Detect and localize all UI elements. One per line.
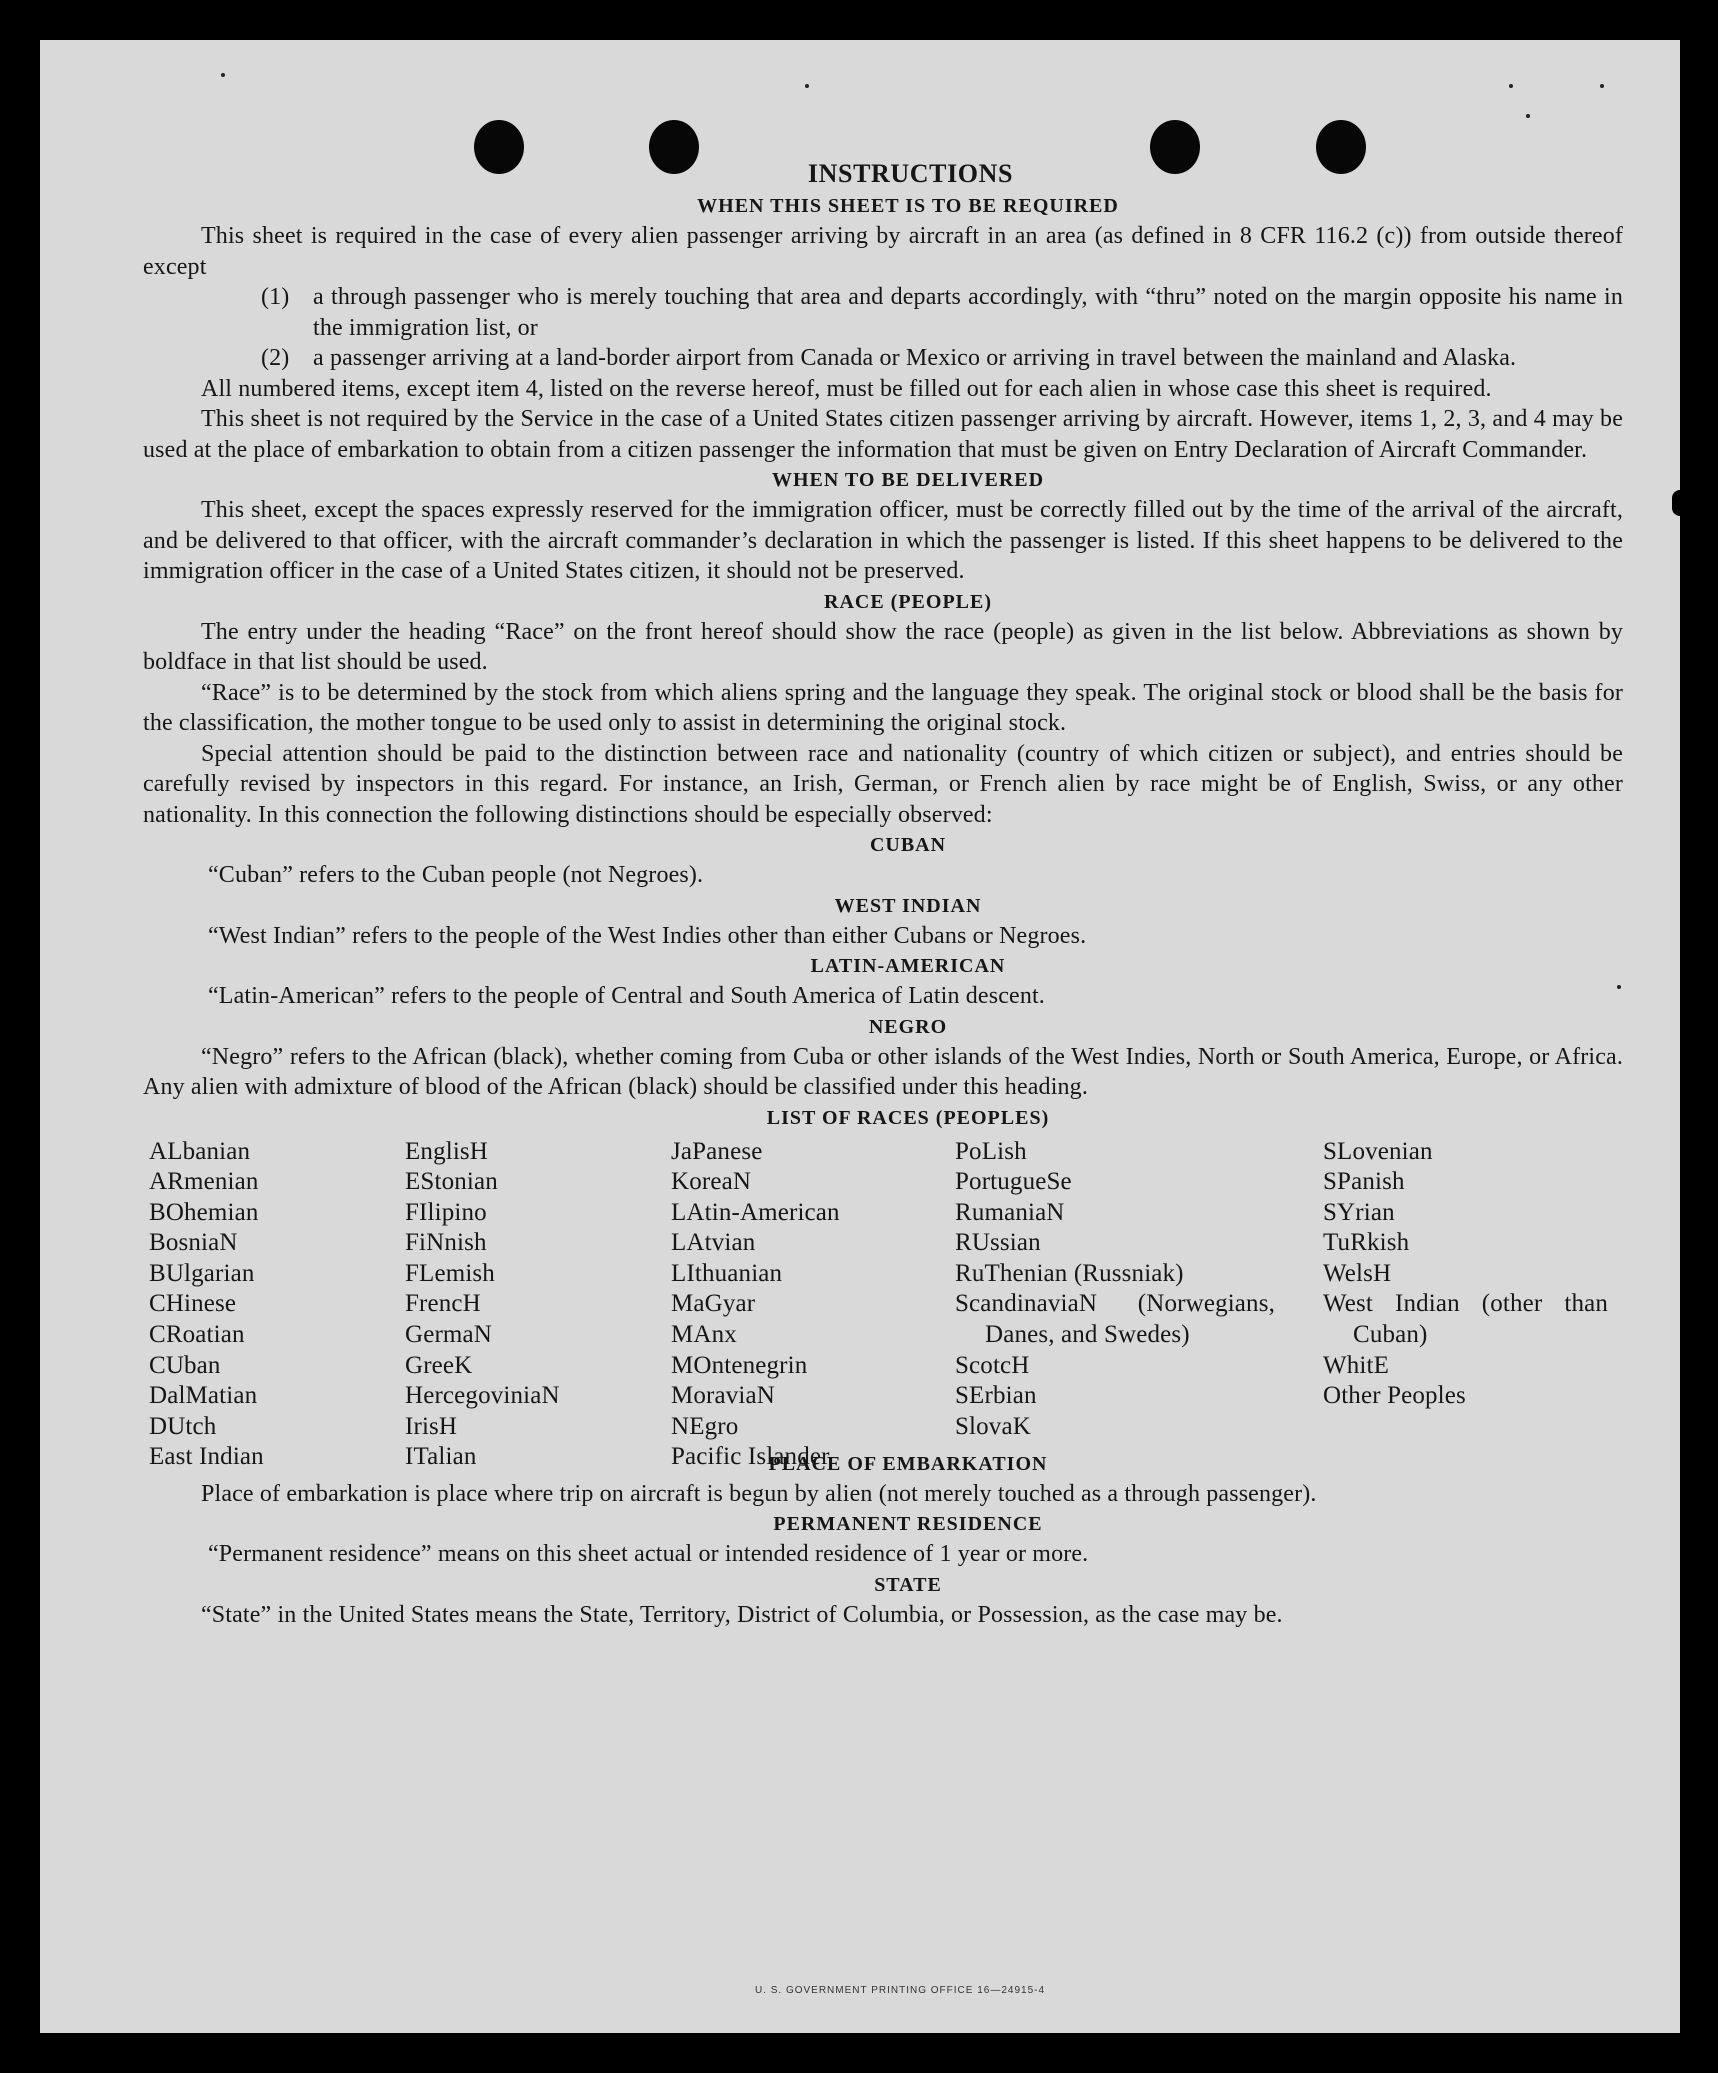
document-sheet xyxy=(40,40,1680,2033)
race-entry: Other Peoples xyxy=(1323,1382,1466,1410)
embarkation-text: Place of embarkation is place where trip on aircraft is begun by alien (not merely touched as a through passenger). xyxy=(201,1480,1317,1507)
west-indian-text: “West Indian” refers to the people of the West Indies other than either Cubans or Negroes. xyxy=(208,922,1087,949)
race-entry: KoreaN xyxy=(671,1168,752,1196)
edge-mark xyxy=(1672,490,1680,516)
race-entry: CHinese xyxy=(149,1290,237,1318)
race-entry: WelsH xyxy=(1323,1259,1392,1287)
race-entry: ScandinaviaN (Norwegians, Danes, and Swedes) xyxy=(955,1290,1275,1349)
section-heading-latin-american: LATIN-AMERICAN xyxy=(810,955,1006,977)
race-entry: ScotcH xyxy=(955,1351,1030,1379)
section-heading-negro: NEGRO xyxy=(868,1015,948,1038)
delivered-paragraph: This sheet, except the spaces expressly reserved for the immigration officer, must be correctly filled out by the time of the arrival of the aircraft, and be delivered to that officer, with the aircraft commander’s declaration in which the passenger is listed. If this sheet happens to be delivered to the immigration officer in the case of a United States citizen, it should not be preserved. xyxy=(143,497,1623,584)
page-title: INSTRUCTIONS xyxy=(807,159,1014,188)
speck xyxy=(1509,84,1513,88)
race-entry: FIlipino xyxy=(405,1198,487,1226)
race-column-5 xyxy=(1323,1137,1613,1412)
race-entry: SYrian xyxy=(1323,1198,1395,1226)
race-entry: PortugueSe xyxy=(955,1168,1072,1196)
race-entry: Pacific Islander xyxy=(671,1443,830,1471)
race-column-2 xyxy=(405,1137,655,1474)
required-paragraph-3: This sheet is not required by the Service in the case of a United States citizen passenger arriving by aircraft. However, items 1, 2, 3, and 4 may be used at the place of embarkation to obtain from a citizen passenger the information that must be given on Entry Declaration of Aircraft Commander. xyxy=(143,406,1623,463)
race-entry: RUssian xyxy=(955,1229,1041,1257)
required-paragraph-2: All numbered items, except item 4, listed on the reverse hereof, must be filled out for each alien in whose case this sheet is required. xyxy=(201,375,1492,402)
required-paragraph-1: This sheet is required in the case of every alien passenger arriving by aircraft in an area (as defined in 8 CFR 116.2 (c)) from outside thereof except xyxy=(143,223,1623,280)
section-heading-race: RACE (PEOPLE) xyxy=(824,590,992,613)
race-entry: HercegoviniaN xyxy=(405,1382,560,1410)
race-entry: MAnx xyxy=(671,1321,737,1349)
speck xyxy=(805,84,809,88)
negro-text: “Negro” refers to the African (black), whether coming from Cuba or other islands of the West Indies, North or South America, Europe, or Africa. Any alien with admixture of blood of the African (black) should be classified under this heading. xyxy=(143,1043,1623,1100)
item-text: a passenger arriving at a land-border airport from Canada or Mexico or arriving in travel between the mainland and Alaska. xyxy=(313,345,1517,371)
race-entry: ALbanian xyxy=(149,1137,251,1165)
race-entry: East Indian xyxy=(149,1443,264,1471)
race-entry: FrencH xyxy=(405,1290,481,1318)
race-entry: MoraviaN xyxy=(671,1382,775,1410)
speck xyxy=(1526,114,1530,118)
section-heading-residence: PERMANENT RESIDENCE xyxy=(773,1513,1043,1535)
race-entry: RuThenian (Russniak) xyxy=(955,1259,1184,1287)
race-entry: LIthuanian xyxy=(671,1259,783,1287)
race-entry: DalMatian xyxy=(149,1382,258,1410)
race-entry: SPanish xyxy=(1323,1168,1405,1196)
race-paragraph-1: The entry under the heading “Race” on the front hereof should show the race (people) as given in the list below. Abbreviations as shown by boldface in that list should be used. xyxy=(143,618,1623,675)
residence-text: “Permanent residence” means on this sheet actual or intended residence of 1 year or more. xyxy=(208,1541,1089,1567)
race-entry: GreeK xyxy=(405,1351,473,1379)
exception-item-1 xyxy=(143,282,1623,343)
race-entry: IrisH xyxy=(405,1412,458,1440)
race-entry: CRoatian xyxy=(149,1321,245,1349)
race-entry: LAtin-American xyxy=(671,1198,840,1226)
race-entry: SLovenian xyxy=(1323,1137,1433,1165)
race-paragraph-3: Special attention should be paid to the distinction between race and nationality (country of which citizen or subject), and entries should be carefully revised by inspectors in this regard. For instance, an Irish, German, or French alien by race might be of English, Swiss, or any other nationality. In this connection the following distinctions should be especially observed: xyxy=(143,740,1623,828)
instructions-body xyxy=(143,157,1623,1630)
section-heading-required: WHEN THIS SHEET IS TO BE REQUIRED xyxy=(697,195,1119,217)
race-entry: West Indian (other than Cuban) xyxy=(1323,1290,1608,1349)
race-entry: MaGyar xyxy=(671,1290,756,1318)
race-entry: BosniaN xyxy=(149,1229,238,1257)
section-heading-list-of-races: LIST OF RACES (PEOPLES) xyxy=(766,1106,1050,1129)
race-entry: BOhemian xyxy=(149,1198,259,1226)
state-text: “State” in the United States means the State, Territory, District of Columbia, or Possession, as the case may be. xyxy=(201,1601,1283,1628)
race-entry: GermaN xyxy=(405,1321,492,1349)
cuban-text: “Cuban” refers to the Cuban people (not Negroes). xyxy=(208,862,704,888)
section-heading-cuban: CUBAN xyxy=(869,834,947,856)
race-entry: EStonian xyxy=(405,1168,498,1196)
race-entry: SErbian xyxy=(955,1382,1037,1410)
section-heading-state: STATE xyxy=(874,1573,942,1596)
race-entry: FiNnish xyxy=(405,1229,487,1257)
race-entry: FLemish xyxy=(405,1259,495,1287)
race-entry: TuRkish xyxy=(1323,1229,1410,1257)
race-entry: BUlgarian xyxy=(149,1259,255,1287)
race-entry: ARmenian xyxy=(149,1168,259,1196)
race-paragraph-2: “Race” is to be determined by the stock from which aliens spring and the language they speak. The original stock or blood shall be the basis for the classification, the mother tongue to be used only to assist in determining the original stock. xyxy=(143,679,1623,736)
section-heading-delivered: WHEN TO BE DELIVERED xyxy=(771,469,1045,491)
race-entry: NEgro xyxy=(671,1412,739,1440)
race-entry: RumaniaN xyxy=(955,1198,1065,1226)
speck xyxy=(221,73,225,77)
section-heading-embarkation: PLACE OF EMBARKATION xyxy=(768,1452,1048,1475)
race-entry: SlovaK xyxy=(955,1412,1031,1440)
race-column-3 xyxy=(671,1137,941,1474)
race-entry: WhitE xyxy=(1323,1351,1390,1379)
race-entry: DUtch xyxy=(149,1412,217,1440)
race-entry: ITalian xyxy=(405,1443,477,1471)
race-entry: CUban xyxy=(149,1351,221,1379)
item-text: a through passenger who is merely touching that area and departs accordingly, with “thru” noted on the margin opposite his name in the immigration list, or xyxy=(313,284,1623,341)
latin-american-text: “Latin-American” refers to the people of Central and South America of Latin descent. xyxy=(208,983,1045,1009)
race-entry: JaPanese xyxy=(671,1137,763,1165)
race-entry: LAtvian xyxy=(671,1229,756,1257)
race-entry: EnglisH xyxy=(405,1137,488,1165)
race-column-4 xyxy=(955,1137,1275,1443)
race-column-1 xyxy=(149,1137,389,1474)
section-heading-west-indian: WEST INDIAN xyxy=(834,894,982,917)
item-number: (2) xyxy=(261,345,290,371)
race-entry: PoLish xyxy=(955,1137,1027,1165)
exception-item-2 xyxy=(143,343,1623,374)
printing-office-imprint: U. S. GOVERNMENT PRINTING OFFICE 16—24915-4 xyxy=(754,1985,1046,1996)
item-number: (1) xyxy=(261,284,290,310)
race-entry: MOntenegrin xyxy=(671,1351,808,1379)
speck xyxy=(1600,84,1604,88)
